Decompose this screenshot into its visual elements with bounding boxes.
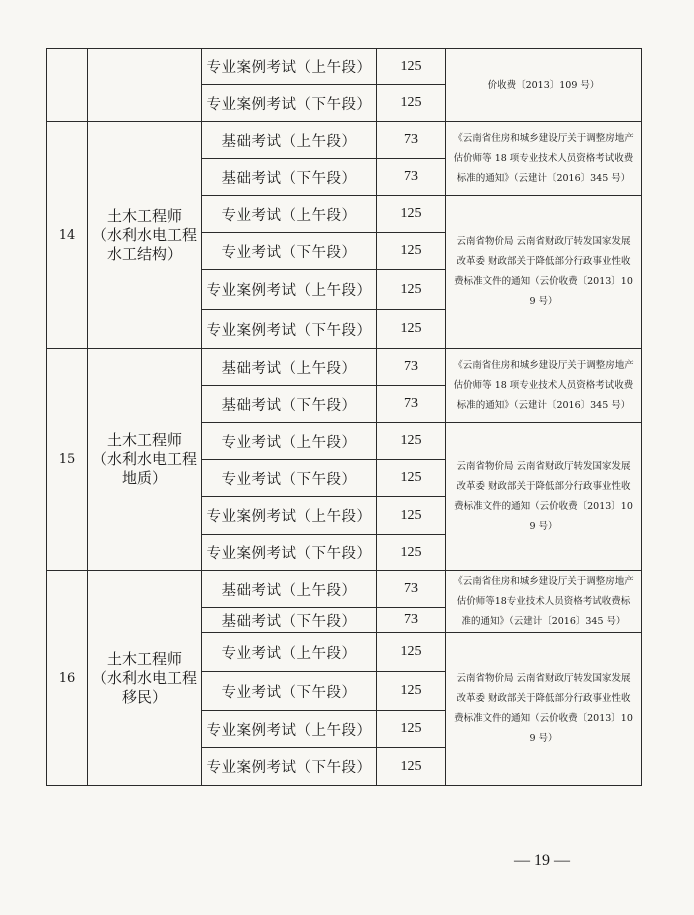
basis-cell: 价收费〔2013〕109 号） <box>446 49 642 122</box>
row-number-cell: 14 <box>47 122 88 349</box>
fee-cell: 125 <box>377 633 446 672</box>
table-row <box>47 49 642 85</box>
exam-name-line: 地质） <box>121 469 167 487</box>
exam-name-line: （水利水电工程 <box>91 668 197 687</box>
fee-cell: 125 <box>377 672 446 711</box>
basis-cell: 云南省物价局 云南省财政厅转发国家发展改革委 财政部关于降低部分行政事业性收费标准文件的通知（云价收费〔2013〕109 号） <box>446 196 642 349</box>
exam-name-line: （水利水电工程 <box>91 225 197 244</box>
fee-cell: 73 <box>377 349 446 386</box>
table-row <box>47 571 642 608</box>
row-number-cell: 16 <box>47 571 88 786</box>
table-row <box>47 349 642 386</box>
fee-cell: 125 <box>377 85 446 122</box>
exam-subject-cell: 专业案例考试（下午段） <box>202 310 377 349</box>
basis-cell: 《云南省住房和城乡建设厅关于调整房地产估价师等 18 项专业技术人员资格考试收费标准的通知》（云建计〔2016〕345 号） <box>446 349 642 423</box>
exam-subject-cell: 专业案例考试（下午段） <box>202 85 377 122</box>
page-number: — 19 — <box>514 852 570 869</box>
fee-cell: 73 <box>377 608 446 633</box>
exam-name-cell <box>88 571 202 786</box>
basis-cell: 云南省物价局 云南省财政厅转发国家发展改革委 财政部关于降低部分行政事业性收费标准文件的通知（云价收费〔2013〕109 号） <box>446 633 642 786</box>
exam-name-line: （水利水电工程 <box>91 450 197 468</box>
fee-cell: 73 <box>377 122 446 159</box>
exam-subject-cell: 专业案例考试（下午段） <box>202 748 377 786</box>
row-number-cell <box>47 49 88 122</box>
fee-cell: 125 <box>377 748 446 786</box>
fee-cell: 125 <box>377 497 446 535</box>
fee-cell: 125 <box>377 711 446 748</box>
exam-subject-cell: 专业考试（下午段） <box>202 672 377 711</box>
exam-name-cell <box>88 349 202 571</box>
exam-subject-cell: 专业考试（上午段） <box>202 423 377 460</box>
basis-cell: 《云南省住房和城乡建设厅关于调整房地产估价师等 18 项专业技术人员资格考试收费标准的通知》（云建计〔2016〕345 号） <box>446 122 642 196</box>
fee-table <box>46 48 642 786</box>
fee-cell: 125 <box>377 49 446 85</box>
exam-subject-cell: 专业考试（下午段） <box>202 233 377 270</box>
fee-cell: 73 <box>377 159 446 196</box>
exam-name-cell <box>88 49 202 122</box>
exam-subject-cell: 基础考试（上午段） <box>202 349 377 386</box>
exam-subject-cell: 专业案例考试（上午段） <box>202 270 377 310</box>
exam-subject-cell: 基础考试（下午段） <box>202 386 377 423</box>
basis-cell: 《云南省住房和城乡建设厅关于调整房地产估价师等18专业技术人员资格考试收费标准的通知》（云建计〔2016〕345 号） <box>446 571 642 633</box>
fee-cell: 125 <box>377 310 446 349</box>
fee-cell: 125 <box>377 196 446 233</box>
exam-subject-cell: 基础考试（上午段） <box>202 122 377 159</box>
exam-name-line: 水工结构） <box>106 244 182 263</box>
exam-subject-cell: 基础考试（下午段） <box>202 608 377 633</box>
exam-subject-cell: 基础考试（上午段） <box>202 571 377 608</box>
exam-name-line: 土木工程师 <box>106 431 182 449</box>
fee-cell: 73 <box>377 386 446 423</box>
exam-subject-cell: 基础考试（下午段） <box>202 159 377 196</box>
exam-subject-cell: 专业案例考试（上午段） <box>202 49 377 85</box>
exam-name-line: 土木工程师 <box>106 649 182 668</box>
exam-name-line: 土木工程师 <box>106 206 182 225</box>
table-row <box>47 122 642 159</box>
fee-cell: 125 <box>377 233 446 270</box>
exam-subject-cell: 专业考试（上午段） <box>202 633 377 672</box>
fee-cell: 125 <box>377 460 446 497</box>
fee-cell: 73 <box>377 571 446 608</box>
exam-name-line: 移民） <box>121 687 167 706</box>
exam-name-cell <box>88 122 202 349</box>
exam-subject-cell: 专业案例考试（下午段） <box>202 535 377 571</box>
fee-cell: 125 <box>377 270 446 310</box>
fee-cell: 125 <box>377 423 446 460</box>
exam-subject-cell: 专业案例考试（上午段） <box>202 497 377 535</box>
row-number-cell: 15 <box>47 349 88 571</box>
exam-subject-cell: 专业考试（下午段） <box>202 460 377 497</box>
fee-cell: 125 <box>377 535 446 571</box>
exam-subject-cell: 专业考试（上午段） <box>202 196 377 233</box>
basis-cell: 云南省物价局 云南省财政厅转发国家发展改革委 财政部关于降低部分行政事业性收费标准文件的通知（云价收费〔2013〕109 号） <box>446 423 642 571</box>
exam-subject-cell: 专业案例考试（上午段） <box>202 711 377 748</box>
